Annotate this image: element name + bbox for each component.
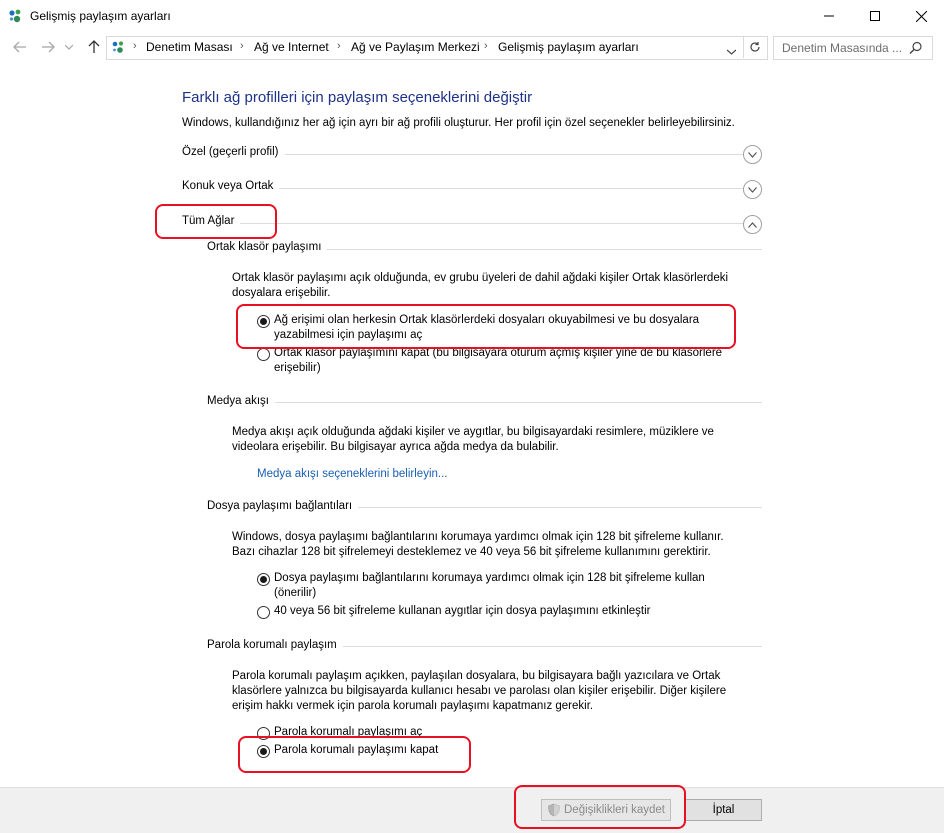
refresh-button[interactable]	[743, 36, 766, 58]
option-off-line2: erişebilir)	[274, 362, 321, 374]
collapse-all-networks-button[interactable]	[743, 215, 762, 234]
breadcrumb-item-network-internet[interactable]: Ağ ve Internet	[254, 40, 329, 54]
highlight-all-networks	[155, 204, 277, 239]
option-password-on-label: Parola korumalı paylaşımı aç	[274, 726, 423, 738]
profile-guest-public-label[interactable]: Konuk veya Ortak	[182, 180, 279, 192]
option-off-line1: Ortak klasör paylaşımını kapat (bu bilgisayara oturum açmış kişiler yine de bu klasörlere	[274, 347, 723, 359]
arrow-up-icon	[88, 40, 100, 54]
arrow-left-icon	[13, 41, 27, 53]
address-dropdown-button[interactable]	[727, 44, 736, 58]
password-desc-line3: erişim hakkı vermek için parola korumalı paylaşımı kapatmanız gerekir.	[232, 700, 594, 712]
recent-locations-button[interactable]	[62, 39, 76, 55]
breadcrumb-item-control-panel[interactable]: Denetim Masası	[146, 40, 233, 54]
chevron-up-icon	[748, 222, 757, 228]
media-desc-line1: Medya akışı açık olduğunda ağdaki kişiler ve aygıtlar, bu bilgisayardaki resimlere, müziklere ve	[232, 426, 714, 438]
radio-off[interactable]	[257, 348, 270, 361]
option-on-line2: yazabilmesi için paylaşımı aç	[274, 329, 423, 341]
option-on-line1: Ağ erişimi olan herkesin Ortak klasörlerdeki dosyaları okuyabilmesi ve bu dosyalara	[274, 314, 700, 326]
public-folder-option-off[interactable]	[257, 346, 722, 376]
chevron-down-icon	[727, 49, 736, 55]
public-folder-desc-line2: dosyalara erişebilir.	[232, 287, 331, 299]
page-description: Windows, kullandığınız her ağ için ayrı bir ağ profili oluşturur. Her profil için özel seçenekler belirleyebilirsiniz.	[182, 117, 735, 129]
chevron-down-icon	[748, 187, 757, 193]
profile-all-networks-label[interactable]: Tüm Ağlar	[182, 215, 240, 227]
close-button[interactable]	[898, 0, 944, 32]
breadcrumb-separator: ›	[240, 40, 244, 52]
option-40-56bit-label: 40 veya 56 bit şifreleme kullanan aygıtlar için dosya paylaşımını etkinleştir	[274, 605, 651, 617]
file-sharing-option-40-56bit[interactable]	[257, 604, 651, 619]
maximize-icon	[870, 11, 880, 21]
radio-128bit-selected[interactable]	[257, 573, 270, 586]
expand-guest-public-button[interactable]	[743, 180, 762, 199]
network-center-icon	[8, 8, 24, 24]
search-placeholder: Denetim Masasında ...	[782, 41, 903, 55]
file-sharing-title: Dosya paylaşımı bağlantıları	[207, 500, 358, 512]
save-changes-label: Değişiklikleri kaydet	[564, 804, 665, 816]
chevron-down-icon	[65, 44, 73, 50]
up-button[interactable]	[84, 39, 104, 55]
minimize-icon	[824, 11, 834, 21]
breadcrumb-item-network-sharing-center[interactable]: Ağ ve Paylaşım Merkezi	[351, 40, 480, 54]
highlight-save-button	[514, 785, 686, 829]
highlight-password-off	[238, 736, 471, 773]
password-desc-line1: Parola korumalı paylaşım açıkken, paylaşılan dosyalara, bu bilgisayara bağlı yazıcılara ve Ortak	[232, 670, 721, 682]
password-sharing-title: Parola korumalı paylaşım	[207, 639, 343, 651]
file-sharing-desc-line2: Bazı cihazlar 128 bit şifrelemeyi desteklemez ve 40 veya 56 bit şifreleme kullanımını gerektirir.	[232, 546, 711, 558]
cancel-button[interactable]: İptal	[685, 799, 762, 821]
highlight-public-folder-on	[236, 304, 736, 349]
breadcrumb-separator: ›	[133, 40, 137, 52]
media-desc-line2: videolara erişebilir. Bu bilgisayar ayrıca ağda medya da bulabilir.	[232, 441, 559, 453]
minimize-button[interactable]	[806, 0, 852, 32]
back-button[interactable]	[10, 39, 30, 55]
search-icon[interactable]	[909, 41, 923, 55]
page-title: Farklı ağ profilleri için paylaşım seçeneklerini değiştir	[182, 89, 533, 106]
file-sharing-option-128bit[interactable]	[257, 571, 705, 601]
media-streaming-options-link[interactable]: Medya akışı seçeneklerini belirleyin...	[257, 468, 448, 480]
breadcrumb-item-advanced-sharing[interactable]: Gelişmiş paylaşım ayarları	[498, 40, 639, 54]
breadcrumb-separator: ›	[337, 40, 341, 52]
arrow-right-icon	[41, 41, 55, 53]
expand-private-button[interactable]	[743, 145, 762, 164]
file-sharing-desc-line1: Windows, dosya paylaşımı bağlantılarını korumaya yardımcı olmak için 128 bit şifreleme kullanır.	[232, 531, 724, 543]
refresh-icon	[749, 41, 761, 53]
option-128bit-line2: (önerilir)	[274, 587, 317, 599]
password-desc-line2: klasörlere yalnızca bu bilgisayarda kullanıcı hesabı ve parolası olan kişiler erişebilir. Diğer kişilere	[232, 685, 727, 697]
close-icon	[916, 11, 927, 22]
breadcrumb-separator: ›	[484, 40, 488, 52]
footer-bar	[0, 787, 944, 833]
forward-button[interactable]	[38, 39, 58, 55]
radio-40-56bit[interactable]	[257, 606, 270, 619]
profile-private-label[interactable]: Özel (geçerli profil)	[182, 146, 285, 158]
public-folder-desc-line1: Ortak klasör paylaşımı açık olduğunda, ev grubu üyeleri de dahil ağdaki kişiler Ortak klasörlerdeki	[232, 272, 729, 284]
window-title: Gelişmiş paylaşım ayarları	[30, 9, 171, 23]
media-streaming-title: Medya akışı	[207, 395, 275, 407]
chevron-down-icon	[748, 152, 757, 158]
network-center-small-icon	[111, 40, 127, 54]
maximize-button[interactable]	[852, 0, 898, 32]
option-128bit-line1: Dosya paylaşımı bağlantılarını korumaya yardımcı olmak için 128 bit şifreleme kullan	[274, 572, 705, 584]
option-password-off-label: Parola korumalı paylaşımı kapat	[274, 744, 439, 756]
public-folder-title: Ortak klasör paylaşımı	[207, 241, 327, 253]
divider	[207, 402, 762, 403]
